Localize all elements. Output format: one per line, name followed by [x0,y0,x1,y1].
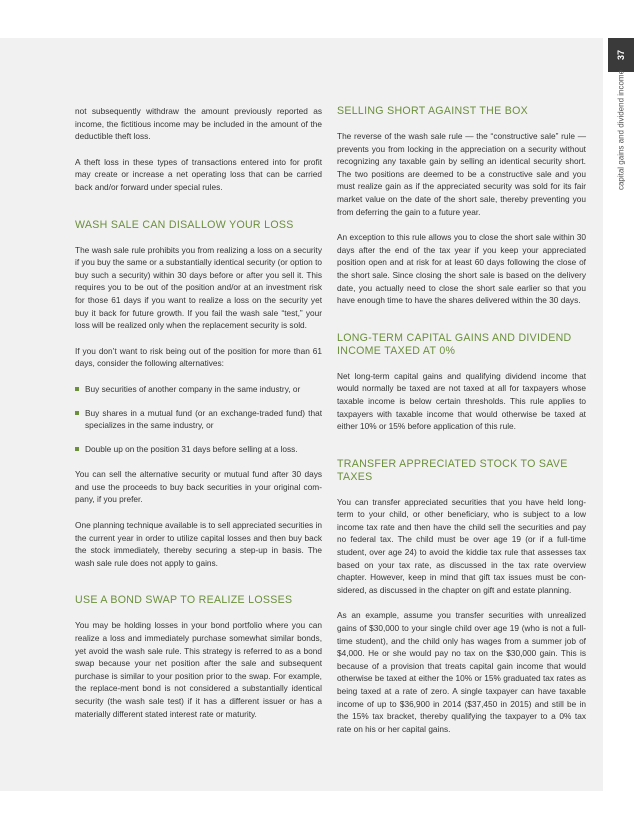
heading-long-term-gains: LONG-TERM CAPITAL GAINS AND DIVIDEND INCOME TAXED AT 0% [337,331,572,357]
paragraph: You may be holding losses in your bond portfolio where you can realize a loss and immediately purchase somewhat similar bonds, yet avoid the wash sale rule. This strategy is referred to as a bond swap because your net position after the sale and subsequent purchase is similar to your position prior to the swap. For example, the replace-ment bond is not considered a substantially identical security (the wash sale test) if it has a different issuer or has a materially different stated interest rate or maturity. [75,620,322,719]
bullet-square-icon [75,387,79,391]
bullet-square-icon [75,447,79,451]
right-column [337,105,586,748]
paragraph: The reverse of the wash sale rule — the “constructive sale” rule — prevents you from locking in the appreciation on a security without recognizing any taxable gain by selling an identical security short. The two positions are deemed to be a constructive sale and you must realize gain as if the appreciated security was sold for its fair market value on the date of the short sale, thereby preventing you from deferring the gain to a future year. [337,131,586,217]
alternatives-list [75,383,322,455]
list-item: Buy securities of another company in the same industry, or [75,383,322,396]
paragraph: not subsequently withdraw the amount previously reported as income, the fictitious income may be included in the amount of the deductible theft loss. [75,106,322,142]
page-number: 37 [616,49,626,61]
paragraph: An exception to this rule allows you to close the short sale within 30 days after the end of the tax year if you keep your appreciated position open and at risk for at least 60 days following the close of the short sale. Since closing the short sale is based on the delivery date, you actually need to close the short sale earlier so that you have enough time to have the shares delivered within the 30 days. [337,232,586,306]
paragraph: As an example, assume you transfer securities with unrealized gains of $30,000 to your single child over age 19 (who is not a full-time student), and the child only has wages from a summer job of $4,000. He or she would pay no tax on the $30,000 gain. This is because of a provision that treats capital gain income that would otherwise be taxed at either the 10% or 15% graduated tax rates as being taxed at a rate of zero. A single taxpayer can have taxable income of up to $36,900 in 2014 ($37,450 in 2015) and still be in the 15% tax bracket, thereby qualifying the taxpayer to a 0% tax rate on his or her capital gains. [337,610,586,734]
paragraph: You can transfer appreciated securities that you have held long-term to your child, or other beneficiary, who is subject to a low income tax rate and then have the child sell the securities and pay no federal tax. The child must be over age 19 (or if a full-time student, over age 24) to avoid the kiddie tax rule that assesses tax based on your tax rate, as discussed in the tax rate overview chapter. However, keep in mind that gift tax issues must be con-sidered, as discussed in the chapter on gift and estate planning. [337,496,586,595]
left-column [75,105,322,733]
paragraph: One planning technique available is to sell appreciated securities in the current year in order to utilize capital losses and then buy back the stock immediately, thereby securing a step-up in basis. The wash sale rule does not apply to gains. [75,520,322,568]
list-item: Double up on the position 31 days before selling at a loss. [75,443,322,456]
paragraph: You can sell the alternative security or mutual fund after 30 days and use the proceeds to buy back securities in your original com-pany, if you prefer. [75,469,322,505]
paragraph: Net long-term capital gains and qualifying dividend income that would normally be taxed are not taxed at all for taxpayers whose taxable income is below certain thresholds. This rule applies to taxpayers with taxable income that would otherwise be taxed at either 10% or 15% before application of this rule. [337,370,586,432]
heading-transfer-stock: TRANSFER APPRECIATED STOCK TO SAVE TAXES [337,457,568,483]
paragraph: The wash sale rule prohibits you from realizing a loss on a security if you buy the same or a substantially identical security (or option to buy such a security) within 30 days before or after you sell it. This requires you to be out of the position and/or at an investment risk for those 61 days if you want to realize a loss on the security yet buy it back for future growth. If you fail the wash sale “test,” your loss will be realized only when the replacement security is sold. [75,244,322,331]
heading-selling-short: SELLING SHORT AGAINST THE BOX [337,105,529,117]
page-number-tab [608,38,634,72]
bullet-square-icon [75,411,79,415]
heading-bond-swap: USE A BOND SWAP TO REALIZE LOSSES [75,594,293,607]
paragraph: A theft loss in these types of transactions entered into for profit may create or increase a net operating loss that can be carried back and/or forward under special rules. [75,156,322,192]
paragraph: If you don’t want to risk being out of the position for more than 61 days, consider the following alternatives: [75,345,322,369]
section-label: capital gains and dividend income [616,69,626,191]
heading-wash-sale: WASH SALE CAN DISALLOW YOUR LOSS [75,218,294,231]
list-item: Buy shares in a mutual fund (or an exchange-traded fund) that specializes in the same industry, or [75,407,322,432]
